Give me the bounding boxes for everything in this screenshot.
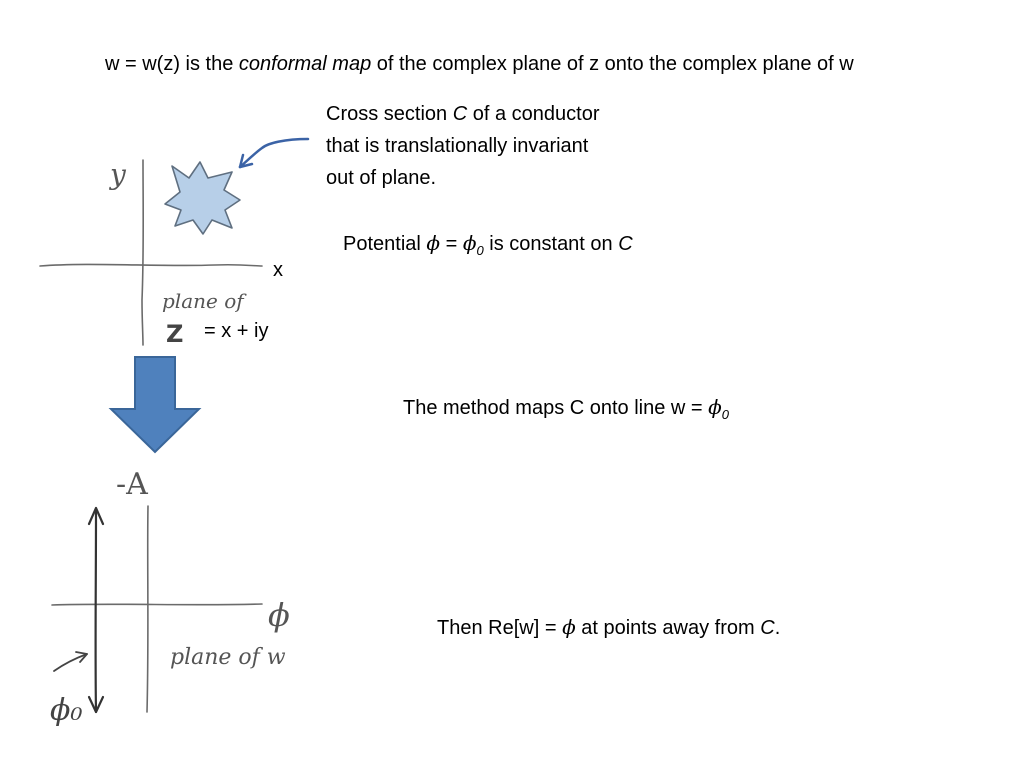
z-definition: = x + iy (204, 320, 269, 342)
title-part2: of the complex plane of z onto the complex plane of w (371, 53, 854, 75)
pointer-arrow (240, 139, 308, 167)
cross-section-c: C (452, 103, 468, 125)
then-c: C (760, 617, 775, 639)
method-prefix: The method maps C onto line w = (403, 397, 709, 419)
x-axis-label: x (273, 259, 283, 281)
then-middle: at points away from (575, 617, 761, 639)
z-plane-y-axis (142, 160, 143, 345)
cross-section-line1-b: of a conductor (467, 103, 600, 125)
potential-c: C (618, 233, 633, 255)
cross-section-line3: out of plane. (326, 167, 437, 189)
title-part1: w = w(z) is the (105, 53, 239, 75)
z-plane-sketch (40, 160, 262, 345)
then-end: . (774, 617, 781, 639)
w-plane-sketch (52, 506, 262, 712)
phi0-pointer (54, 652, 87, 671)
method-phi: ϕ (708, 395, 722, 419)
hand-y-label: y (110, 158, 126, 191)
hand-minus-a-label: -A (116, 467, 148, 502)
hand-phi-axis-label: ϕ (268, 596, 290, 634)
conductor-shape (165, 162, 240, 234)
hand-plane-of-w: plane of w (170, 645, 286, 670)
mapping-down-arrow (111, 357, 199, 452)
potential-phi0: ϕ (462, 231, 477, 255)
then-phi: ϕ (562, 615, 576, 639)
cross-section-line1-a: Cross section (326, 103, 453, 125)
method-sub0: 0 (721, 407, 730, 422)
hand-plane-of-z: plane of (162, 289, 244, 313)
potential-phi: ϕ (426, 231, 441, 255)
potential-sub0: 0 (476, 243, 484, 258)
title-italic: conformal map (238, 53, 372, 75)
hand-z-label: Z (166, 320, 184, 348)
potential-prefix: Potential (343, 233, 427, 255)
then-prefix: Then Re[w] = (437, 617, 563, 639)
conductor-line-arrow (89, 508, 103, 712)
cross-section-line2: that is translationally invariant (326, 135, 589, 157)
z-plane-x-axis (40, 264, 262, 266)
potential-suffix: is constant on (483, 233, 619, 255)
potential-equals: = (440, 233, 463, 255)
w-plane-phi-axis (52, 604, 262, 605)
hand-phi0-label: ϕ₀ (50, 693, 83, 728)
w-plane-imag-axis (147, 506, 148, 712)
